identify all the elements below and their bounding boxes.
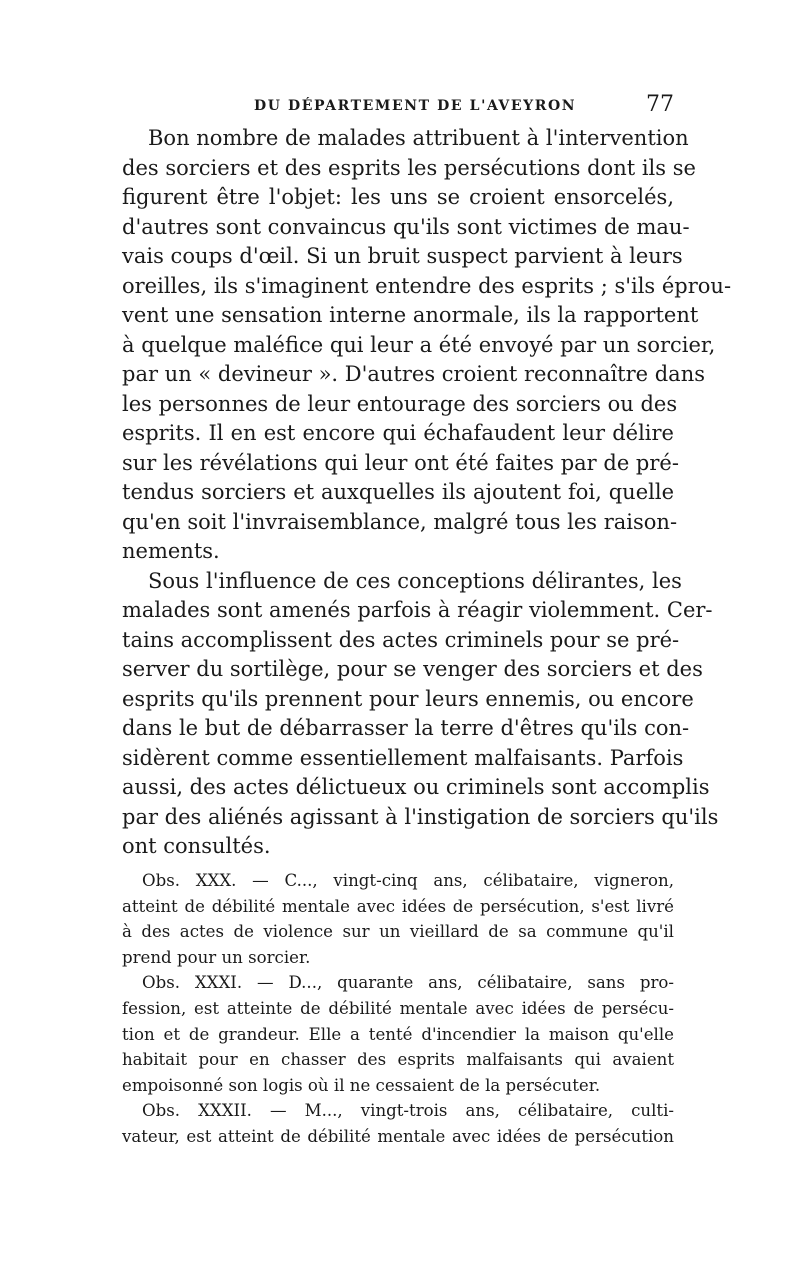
- text-line: par des aliénés agissant à l'instigation de sorciers qu'ils: [122, 804, 719, 829]
- text-line: qu'en soit l'invraisemblance, malgré tous les raison-: [122, 509, 678, 534]
- note-line: tion et de grandeur. Elle a tenté d'incendier la maison qu'elle: [122, 1024, 674, 1044]
- note-line: prend pour un sorcier.: [122, 947, 311, 967]
- paragraph: [122, 567, 719, 862]
- text-line: sur les révélations qui leur ont été faites par de pré-: [122, 450, 679, 475]
- text-line: vent une sensation interne anormale, ils la rapportent: [122, 303, 699, 327]
- text-line: des sorciers et des esprits les persécutions dont ils se: [122, 155, 696, 180]
- text-line: Sous l'influence de ces conceptions délirantes, les: [148, 568, 682, 593]
- text-line: tendus sorciers et auxquelles ils ajoutent foi, quelle: [122, 480, 674, 504]
- text-line: d'autres sont convaincus qu'ils sont victimes de mau-: [122, 214, 690, 239]
- note-line: Obs. XXXI. — D..., quarante ans, célibataire, sans pro-: [142, 973, 674, 993]
- note-line: à des actes de violence sur un vieillard de sa commune qu'il: [122, 922, 674, 942]
- note-line: Obs. XXX. — C..., vingt-cinq ans, célibataire, vigneron,: [142, 871, 674, 890]
- page-header: [122, 92, 674, 120]
- main-text: [122, 124, 732, 862]
- observation-entry: [122, 1098, 674, 1149]
- text-line: malades sont amenés parfois à réagir violemment. Cer-: [122, 598, 713, 622]
- text-line: les personnes de leur entourage des sorciers ou des: [122, 391, 678, 416]
- running-head: DU DÉPARTEMENT DE L'AVEYRON: [254, 98, 577, 114]
- paragraph: [122, 124, 732, 567]
- note-line: fession, est atteinte de débilité mentale avec idées de persécu-: [122, 998, 674, 1018]
- text-line: server du sortilège, pour se venger des sorciers et des: [122, 657, 703, 681]
- text-line: à quelque maléfice qui leur a été envoyé par un sorcier,: [122, 332, 716, 357]
- text-line: vais coups d'œil. Si un bruit suspect parvient à leurs: [122, 244, 683, 268]
- text-line: figurent être l'objet: les uns se croient ensorcelés,: [122, 185, 674, 209]
- note-line: empoisonné son logis où il ne cessaient de la persécuter.: [122, 1075, 601, 1095]
- text-line: tains accomplissent des actes criminels pour se pré-: [122, 627, 680, 652]
- observation-entry: [122, 970, 674, 1098]
- text-line: aussi, des actes délictueux ou criminels sont accomplis: [122, 775, 710, 799]
- text-line: esprits. Il en est encore qui échafaudent leur délire: [122, 421, 674, 445]
- note-line: habitait pour en chasser des esprits malfaisants qui avaient: [122, 1050, 674, 1070]
- text-line: oreilles, ils s'imaginent entendre des esprits ; s'ils éprou-: [122, 273, 732, 298]
- observation-entry: [122, 868, 674, 970]
- observations: [122, 868, 674, 1150]
- text-line: ont consultés.: [122, 834, 271, 858]
- text-line: dans le but de débarrasser la terre d'êtres qu'ils con-: [122, 716, 690, 740]
- note-line: atteint de débilité mentale avec idées de persécution, s'est livré: [122, 896, 674, 916]
- note-line: vateur, est atteint de débilité mentale avec idées de persécution: [122, 1126, 674, 1146]
- text-line: par un « devineur ». D'autres croient reconnaître dans: [122, 362, 706, 386]
- text-line: sidèrent comme essentiellement malfaisants. Parfois: [122, 745, 684, 770]
- page-number: 77: [646, 92, 674, 117]
- note-line: Obs. XXXII. — M..., vingt-trois ans, célibataire, culti-: [142, 1101, 674, 1121]
- text-line: nements.: [122, 539, 220, 563]
- text-line: esprits qu'ils prennent pour leurs ennemis, ou encore: [122, 686, 694, 711]
- text-line: Bon nombre de malades attribuent à l'intervention: [148, 126, 689, 150]
